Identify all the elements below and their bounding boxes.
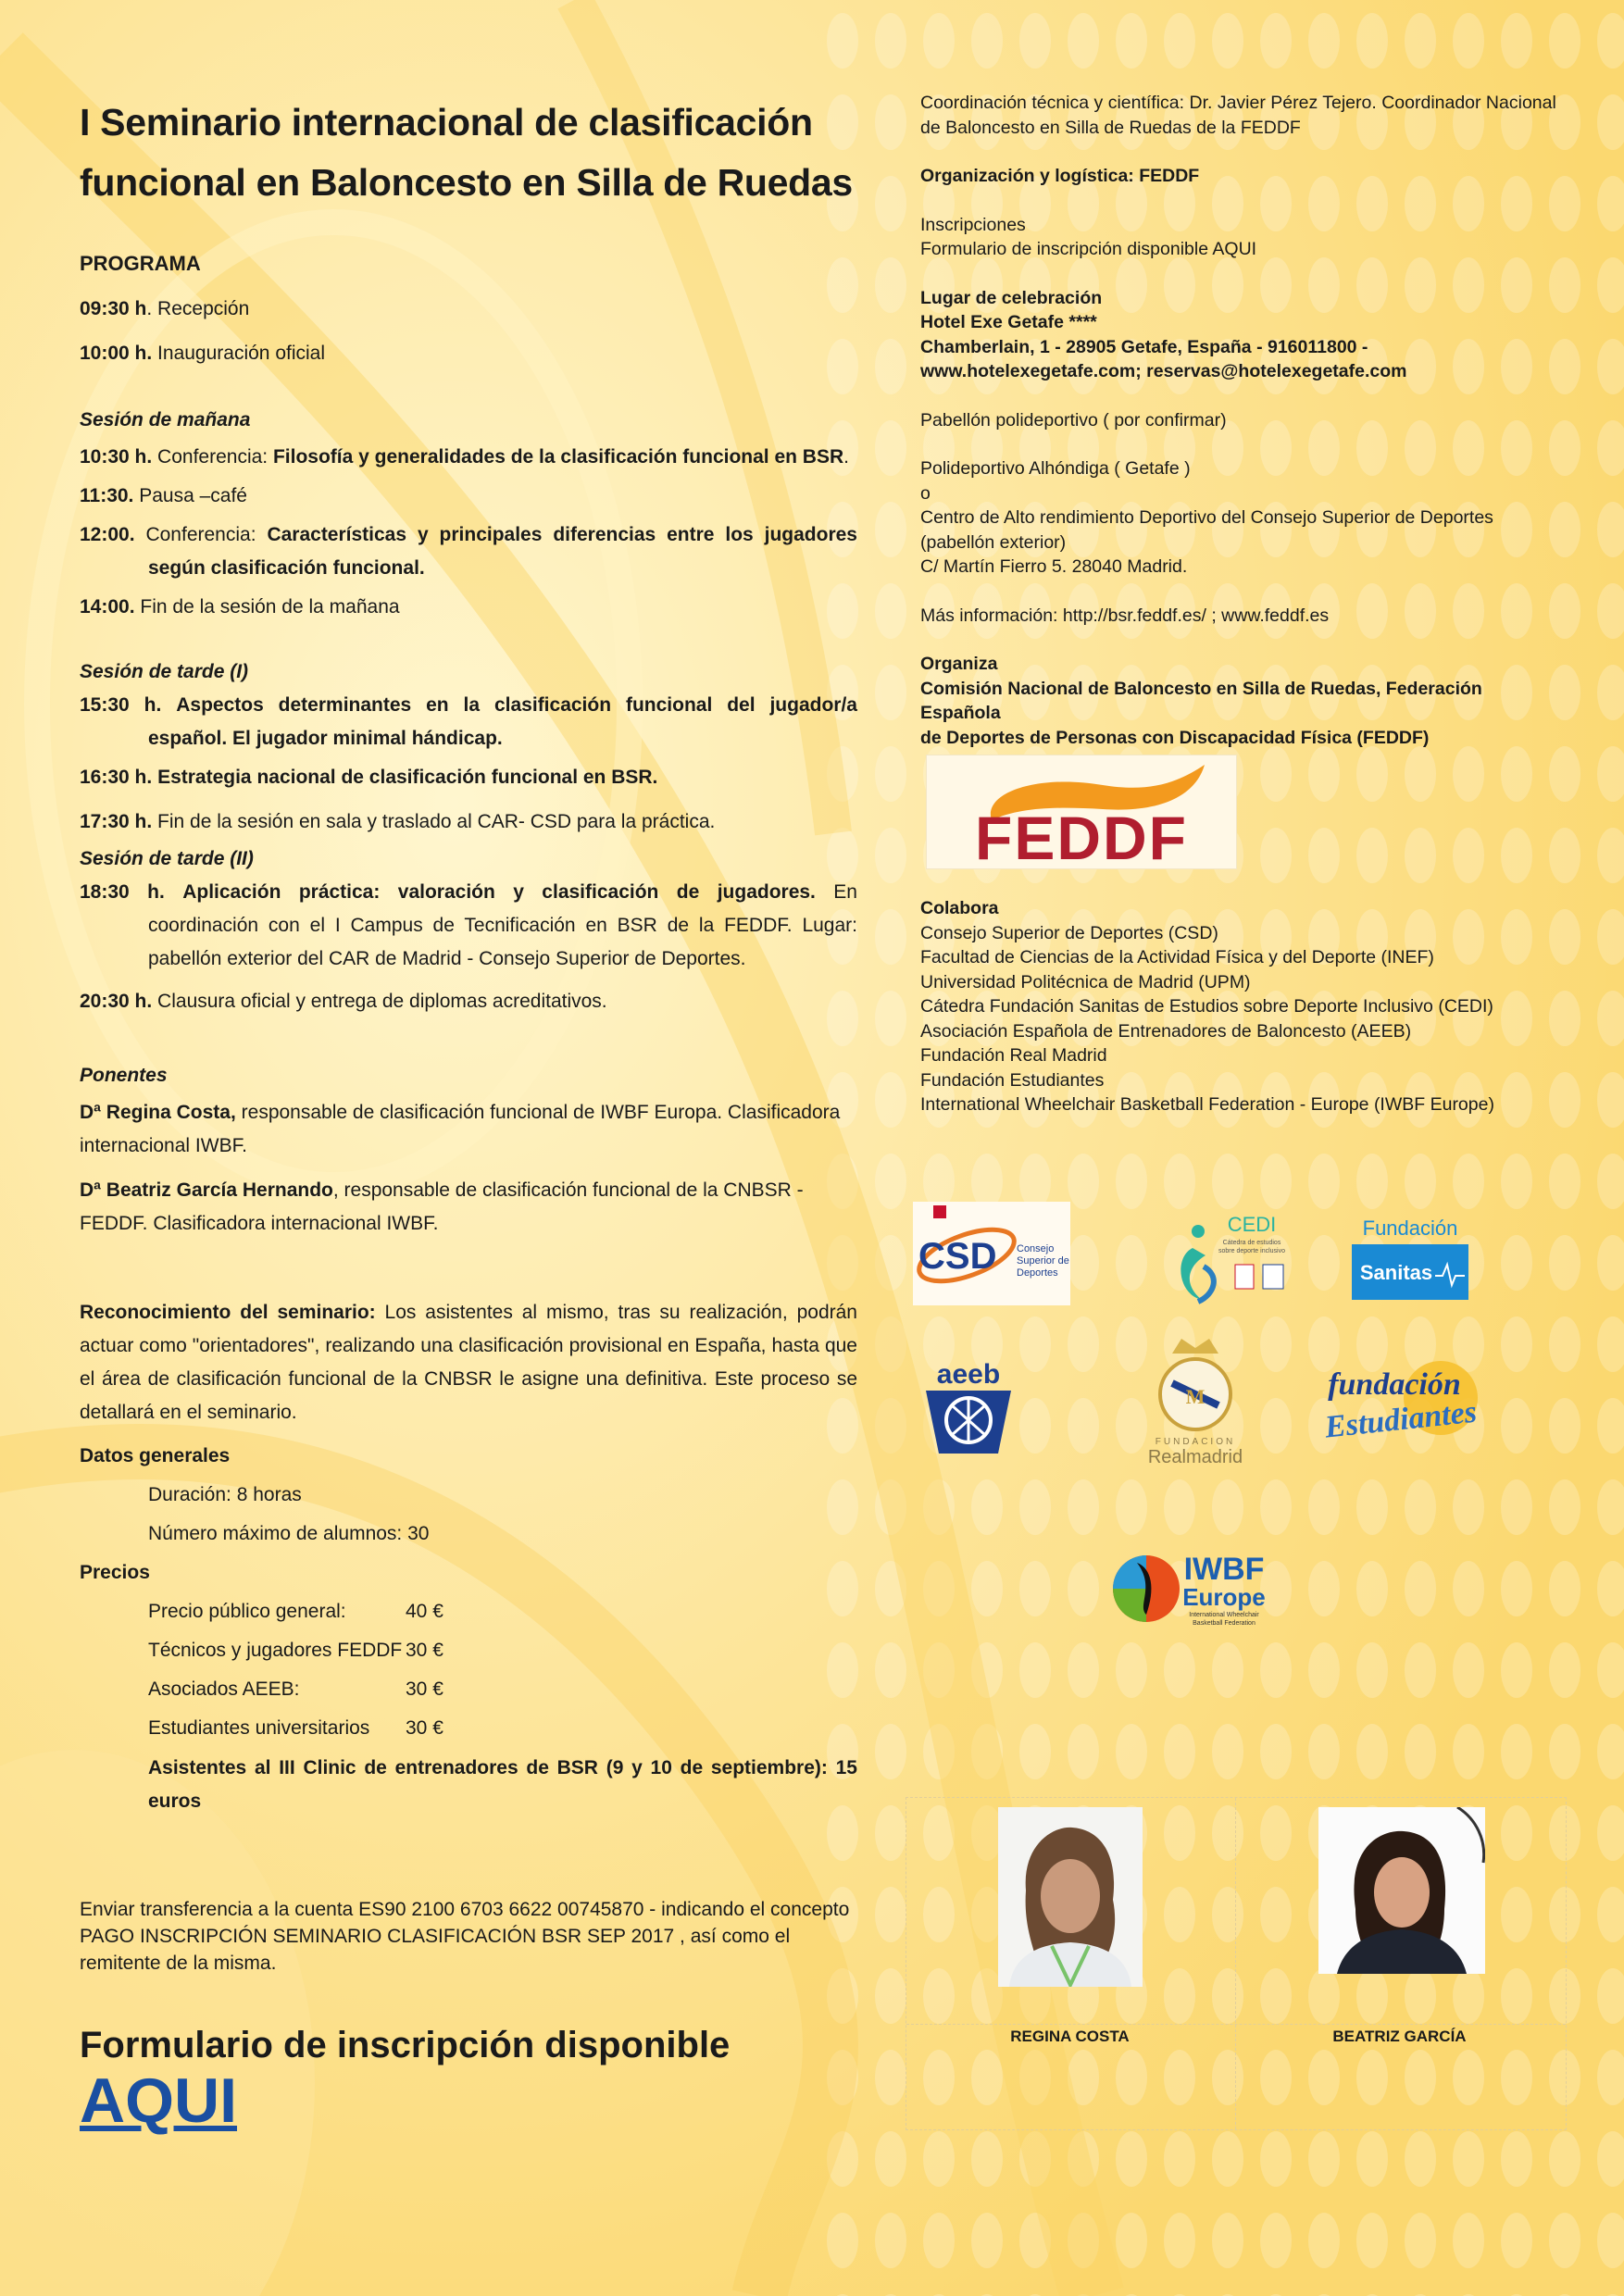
inscripciones-text: Formulario de inscripción disponible AQUI [920,239,1257,259]
svg-text:FEDDF: FEDDF [975,804,1188,868]
programa-heading: PROGRAMA [80,252,201,275]
schedule-item: 12:00. Conferencia: Características y principales diferencias entre los jugadores según clasificación funcional. [80,524,857,579]
svg-text:sobre deporte inclusivo: sobre deporte inclusivo [1218,1248,1285,1254]
pabellon-text: Pabellón polideportivo ( por confirmar) [920,409,1227,430]
svg-text:FUNDACION: FUNDACION [1155,1437,1236,1447]
schedule-item: 10:00 h. Inauguración oficial [80,343,326,364]
clinic-price: Asistentes al III Clinic de entrenadores de BSR (9 y 10 de septiembre): 15 euros [148,1757,857,1812]
reconocimiento-paragraph: Reconocimiento del seminario: Los asistentes al mismo, tras su realización, podrán actuar como "orientadores", realizando una clasificación provisional en España, hasta que el área de clasificación funcional de la CNBSR le asigne una definitiva. Este proceso se detallará en el seminario. [80,1302,857,1423]
coordination-text: Coordinación técnica y científica: Dr. Javier Pérez Tejero. Coordinador Nacional de Baloncesto en Silla de Ruedas de la FEDDF [920,93,1556,138]
datos-generales-heading: Datos generales [80,1445,231,1466]
session-afternoon-2-heading: Sesión de tarde (II) [80,848,254,869]
schedule-item: 15:30 h. Aspectos determinantes en la clasificación funcional del jugador/a español. El jugador minimal hándicap. [80,694,857,749]
svg-text:Superior de: Superior de [1017,1255,1069,1267]
program-column [80,93,857,2138]
ponentes-list [80,1096,857,1241]
speaker-entry: Dª Beatriz García Hernando, responsable de clasificación funcional de la CNBSR - FEDDF. Clasificadora internacional IWBF. [80,1179,804,1234]
estudiantes-foundation-logo [1302,1350,1487,1452]
schedule-item: 10:30 h. Conferencia: Filosofía y generalidades de la clasificación funcional en BSR. [80,446,849,468]
schedule-item: 18:30 h. Aplicación práctica: valoración y clasificación de jugadores. En coordinación con el I Campus de Tecnificación en BSR de la FEDDF. Lugar: pabellón exterior del CAR de Madrid - Consejo Superior de Deportes. [80,881,857,969]
registration-form-line: Formulario de inscripción disponible AQUI [80,2025,731,2136]
schedule-item: 16:30 h. Estrategia nacional de clasificación funcional en BSR. [80,767,658,788]
info-column [920,91,1559,750]
speaker-photo-beatriz [1318,1807,1485,1974]
speaker-entry: Dª Regina Costa, responsable de clasificación funcional de IWBF Europa. Clasificadora internacional IWBF. [80,1102,841,1156]
svg-text:Estudiantes: Estudiantes [1323,1394,1479,1445]
colabora-block [920,896,1568,1117]
schedule-item: 11:30. Pausa –café [80,485,247,506]
colabora-item: Asociación Española de Entrenadores de Baloncesto (AEEB) [920,1020,1412,1042]
svg-text:M: M [1185,1385,1206,1408]
colabora-item: International Wheelchair Basketball Federation - Europe (IWBF Europe) [920,1094,1494,1115]
price-row: Asociados AEEB: 30 € [148,1678,443,1700]
speaker-photo-regina [998,1807,1143,1987]
datos-item: Número máximo de alumnos: 30 [148,1523,430,1544]
svg-text:IWBF: IWBF [1183,1552,1265,1587]
svg-text:CSD: CSD [918,1236,997,1277]
feddf-logo [926,755,1237,869]
sanitas-logo [1350,1215,1470,1304]
svg-text:Sanitas: Sanitas [1359,1261,1433,1284]
svg-text:Europe: Europe [1182,1583,1266,1611]
opening-schedule [80,293,857,370]
realmadrid-foundation-logo [1135,1333,1255,1468]
session-afternoon-2-list [80,876,857,1018]
speaker-name-regina: REGINA COSTA [1010,2028,1130,2045]
svg-text:Cátedra de estudios: Cátedra de estudios [1222,1240,1281,1246]
speaker-name-beatriz: BEATRIZ GARCÍA [1332,2028,1467,2045]
colabora-item: Universidad Politécnica de Madrid (UPM) [920,971,1251,992]
page-title: I Seminario internacional de clasificación funcional en Baloncesto en Silla de Ruedas [80,101,853,204]
cedi-logo [1165,1211,1291,1309]
ponentes-heading: Ponentes [80,1065,168,1086]
inscripciones-heading: Inscripciones [920,214,1026,235]
iwbf-europe-logo [1109,1541,1285,1631]
session-morning-list [80,441,857,624]
schedule-item: 20:30 h. Clausura oficial y entrega de diplomas acreditativos. [80,991,607,1012]
more-info-text: Más información: http://bsr.feddf.es/ ; www.feddf.es [920,605,1330,626]
svg-text:Basketball Federation: Basketball Federation [1193,1620,1255,1627]
svg-text:aeeb: aeeb [936,1359,1001,1390]
svg-text:Consejo: Consejo [1017,1243,1055,1254]
colabora-heading: Colabora [920,898,999,918]
aeeb-logo [920,1357,1017,1457]
price-row: Estudiantes universitarios 30 € [148,1717,443,1739]
svg-text:fundación: fundación [1328,1367,1461,1402]
transfer-instructions: Enviar transferencia a la cuenta ES90 2100 6703 6622 00745870 - indicando el concepto PAGO INSCRIPCIÓN SEMINARIO CLASIFICACIÓN BSR SEP 2017 , así como el remitente de la misma. [80,1899,850,1974]
price-row: Precio público general: 40 € [148,1601,443,1622]
svg-text:Fundación: Fundación [1362,1217,1458,1240]
csd-logo [913,1202,1070,1305]
session-afternoon-1-list [80,689,857,839]
colabora-item: Facultad de Ciencias de la Actividad Física y del Deporte (INEF) [920,947,1434,967]
organization-text: Organización y logística: FEDDF [920,166,1200,186]
svg-text:International Wheelchair: International Wheelchair [1189,1612,1259,1618]
schedule-item: 17:30 h. Fin de la sesión en sala y traslado al CAR- CSD para la práctica. [80,811,716,832]
schedule-item: 14:00. Fin de la sesión de la mañana [80,596,400,618]
svg-text:Realmadrid: Realmadrid [1147,1447,1243,1467]
colabora-item: Fundación Real Madrid [920,1045,1107,1066]
organiza-heading: Organiza [920,654,998,674]
colabora-item: Consejo Superior de Deportes (CSD) [920,922,1218,943]
venue-block: Lugar de celebración Hotel Exe Getafe **** Chamberlain, 1 - 28905 Getafe, España - 916011800 - www.hotelexegetafe.com; reservas@hotelexegetafe.com [920,287,1407,381]
registration-link[interactable]: AQUI [80,2065,237,2136]
svg-text:Deportes: Deportes [1017,1267,1058,1279]
schedule-item: 09:30 h. Recepción [80,298,250,319]
session-morning-heading: Sesión de mañana [80,409,251,430]
polideportivo-block: Polideportivo Alhóndiga ( Getafe ) o Centro de Alto rendimiento Deportivo del Consejo Superior de Deportes (pabellón exterior) C/ Martín Fierro 5. 28040 Madrid. [920,458,1493,577]
svg-text:CEDI: CEDI [1227,1213,1277,1236]
precios-heading: Precios [80,1562,150,1583]
organiza-text: Comisión Nacional de Baloncesto en Silla de Ruedas, Federación Española de Deportes de Personas con Discapacidad Física (FEDDF) [920,678,1482,748]
session-afternoon-1-heading: Sesión de tarde (I) [80,661,249,682]
colabora-item: Cátedra Fundación Sanitas de Estudios sobre Deporte Inclusivo (CEDI) [920,996,1493,1017]
price-row: Técnicos y jugadores FEDDF 30 € [148,1640,443,1661]
colabora-item: Fundación Estudiantes [920,1069,1105,1091]
datos-item: Duración: 8 horas [148,1484,302,1505]
